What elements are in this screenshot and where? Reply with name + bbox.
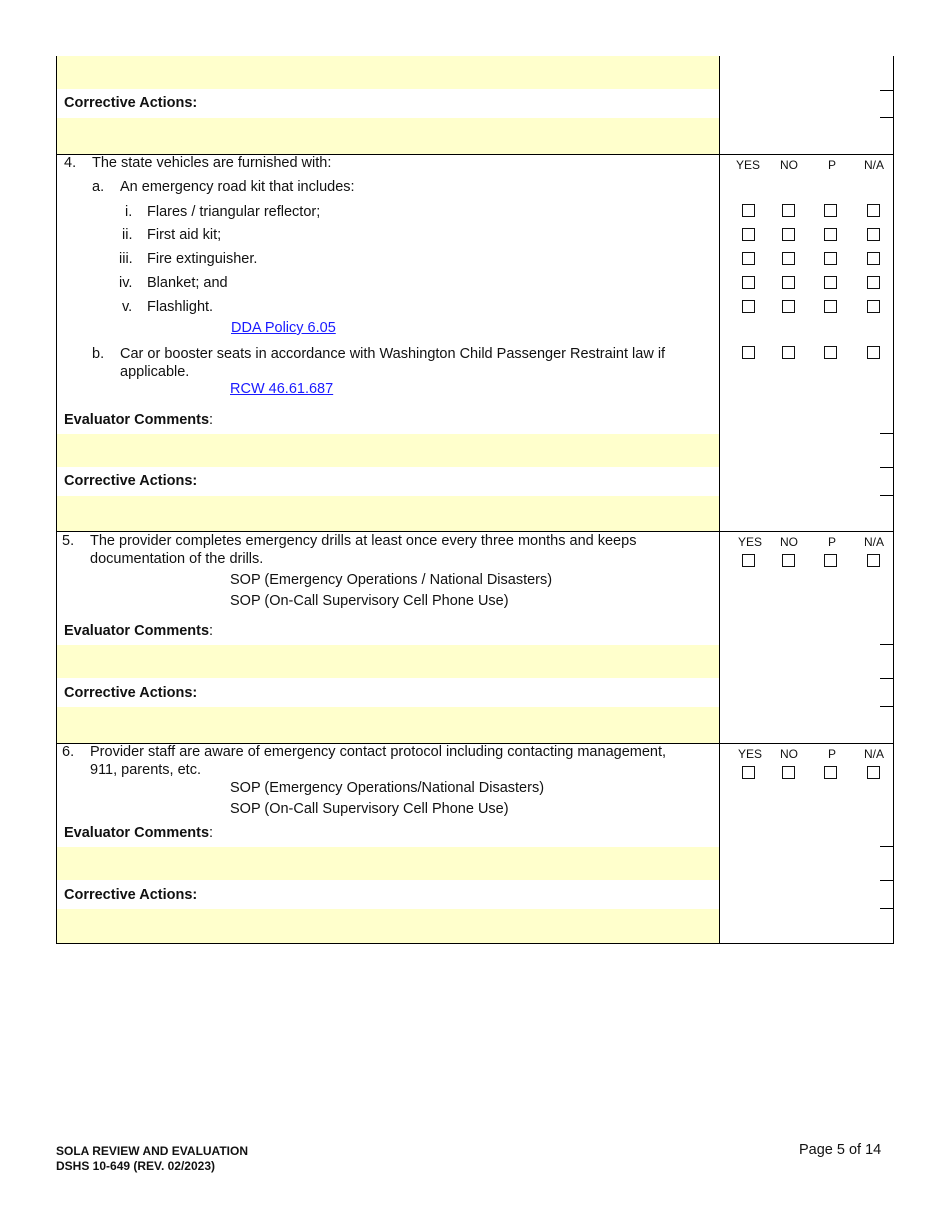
footer-form-number: DSHS 10-649 (REV. 02/2023)	[56, 1159, 215, 1173]
evaluator-comments-label: Evaluator Comments:	[64, 825, 214, 841]
item-4-number: 4.	[64, 155, 77, 171]
checkbox-yes[interactable]	[742, 766, 755, 779]
corrective-actions-label: Corrective Actions:	[64, 887, 198, 903]
table-left-border	[56, 56, 57, 944]
checkbox-na[interactable]	[867, 554, 880, 567]
item-6-ref1: SOP (Emergency Operations/National Disasters)	[230, 780, 545, 796]
item-5-ref2: SOP (On-Call Supervisory Cell Phone Use)	[230, 593, 509, 609]
subitem-number: iv.	[119, 275, 133, 291]
checkbox-no[interactable]	[782, 300, 795, 313]
item-4b-number: b.	[92, 346, 105, 362]
checkbox-p[interactable]	[824, 300, 837, 313]
subitem-number: i.	[125, 204, 133, 220]
header-na: N/A	[864, 535, 885, 549]
tick	[880, 880, 894, 881]
dda-policy-link[interactable]: DDA Policy 6.05	[231, 320, 336, 336]
subitem-number: v.	[122, 299, 133, 315]
header-na: N/A	[864, 158, 885, 172]
checkbox-p[interactable]	[824, 766, 837, 779]
checkbox-na[interactable]	[867, 252, 880, 265]
checkbox-no[interactable]	[782, 276, 795, 289]
item-4a-number: a.	[92, 179, 105, 195]
tick	[880, 495, 894, 496]
tick	[880, 678, 894, 679]
corrective-field-6[interactable]	[57, 909, 719, 943]
corrective-field-5[interactable]	[57, 707, 719, 743]
tick	[880, 117, 894, 118]
table-right-border	[893, 56, 894, 944]
checkbox-no[interactable]	[782, 346, 795, 359]
header-p: P	[828, 158, 837, 172]
table-mid-border	[719, 56, 720, 944]
header-yes: YES	[736, 158, 761, 172]
header-p: P	[828, 535, 837, 549]
header-no: NO	[780, 747, 798, 761]
checkbox-na[interactable]	[867, 276, 880, 289]
checkbox-na[interactable]	[867, 228, 880, 241]
checkbox-yes[interactable]	[742, 554, 755, 567]
corrective-field-3[interactable]	[57, 118, 719, 154]
comment-field-5[interactable]	[57, 645, 719, 678]
checkbox-no[interactable]	[782, 204, 795, 217]
subitem-text: Flares / triangular reflector;	[147, 204, 321, 220]
comment-field-3[interactable]	[57, 56, 719, 89]
corrective-field-4[interactable]	[57, 496, 719, 531]
item-6-line1: Provider staff are aware of emergency contact protocol including contacting management,	[90, 744, 667, 760]
table-bottom-border	[56, 943, 894, 944]
subitem-text: Blanket; and	[147, 275, 228, 291]
checkbox-na[interactable]	[867, 346, 880, 359]
subitem-text: Flashlight.	[147, 299, 214, 315]
item-4b-line2: applicable.	[120, 364, 190, 380]
header-no: NO	[780, 535, 798, 549]
tick	[880, 908, 894, 909]
checkbox-yes[interactable]	[742, 346, 755, 359]
checkbox-na[interactable]	[867, 204, 880, 217]
item-6-number: 6.	[62, 744, 75, 760]
tick	[880, 467, 894, 468]
checkbox-yes[interactable]	[742, 276, 755, 289]
row-divider	[56, 531, 894, 532]
tick	[880, 846, 894, 847]
header-p: P	[828, 747, 837, 761]
checkbox-yes[interactable]	[742, 252, 755, 265]
corrective-actions-label: Corrective Actions:	[64, 473, 198, 489]
checkbox-no[interactable]	[782, 766, 795, 779]
page-number: Page 5 of 14	[799, 1142, 882, 1158]
evaluator-comments-label: Evaluator Comments:	[64, 412, 214, 428]
item-6-line2: 911, parents, etc.	[90, 762, 201, 778]
item-6-ref2: SOP (On-Call Supervisory Cell Phone Use)	[230, 801, 509, 817]
subitem-text: Fire extinguisher.	[147, 251, 258, 267]
item-4b-line1: Car or booster seats in accordance with Washington Child Passenger Restraint law if	[120, 346, 666, 362]
checkbox-p[interactable]	[824, 228, 837, 241]
checkbox-yes[interactable]	[742, 228, 755, 241]
checkbox-p[interactable]	[824, 276, 837, 289]
subitem-number: ii.	[122, 227, 133, 243]
comment-field-4[interactable]	[57, 434, 719, 467]
checkbox-no[interactable]	[782, 554, 795, 567]
checkbox-p[interactable]	[824, 554, 837, 567]
checkbox-no[interactable]	[782, 252, 795, 265]
checkbox-na[interactable]	[867, 300, 880, 313]
checkbox-yes[interactable]	[742, 300, 755, 313]
evaluator-comments-label: Evaluator Comments:	[64, 623, 214, 639]
corrective-actions-label: Corrective Actions:	[64, 685, 198, 701]
footer-title: SOLA REVIEW AND EVALUATION	[56, 1144, 248, 1158]
tick	[880, 433, 894, 434]
item-5-line2: documentation of the drills.	[90, 551, 264, 567]
header-yes: YES	[738, 747, 763, 761]
checkbox-p[interactable]	[824, 346, 837, 359]
tick	[880, 706, 894, 707]
rcw-link[interactable]: RCW 46.61.687	[230, 381, 334, 397]
corrective-actions-label: Corrective Actions:	[64, 95, 198, 111]
header-yes: YES	[738, 535, 763, 549]
checkbox-p[interactable]	[824, 252, 837, 265]
checkbox-na[interactable]	[867, 766, 880, 779]
header-na: N/A	[864, 747, 885, 761]
checkbox-no[interactable]	[782, 228, 795, 241]
item-4-text: The state vehicles are furnished with:	[92, 155, 332, 171]
subitem-text: First aid kit;	[147, 227, 222, 243]
comment-field-6[interactable]	[57, 847, 719, 880]
item-5-ref1: SOP (Emergency Operations / National Disasters)	[230, 572, 553, 588]
item-5-line1: The provider completes emergency drills at least once every three months and keeps	[90, 533, 637, 549]
tick	[880, 90, 894, 91]
item-4a-text: An emergency road kit that includes:	[120, 179, 355, 195]
header-no: NO	[780, 158, 798, 172]
tick	[880, 644, 894, 645]
checkbox-yes[interactable]	[742, 204, 755, 217]
checkbox-p[interactable]	[824, 204, 837, 217]
item-5-number: 5.	[62, 533, 75, 549]
subitem-number: iii.	[119, 251, 133, 267]
